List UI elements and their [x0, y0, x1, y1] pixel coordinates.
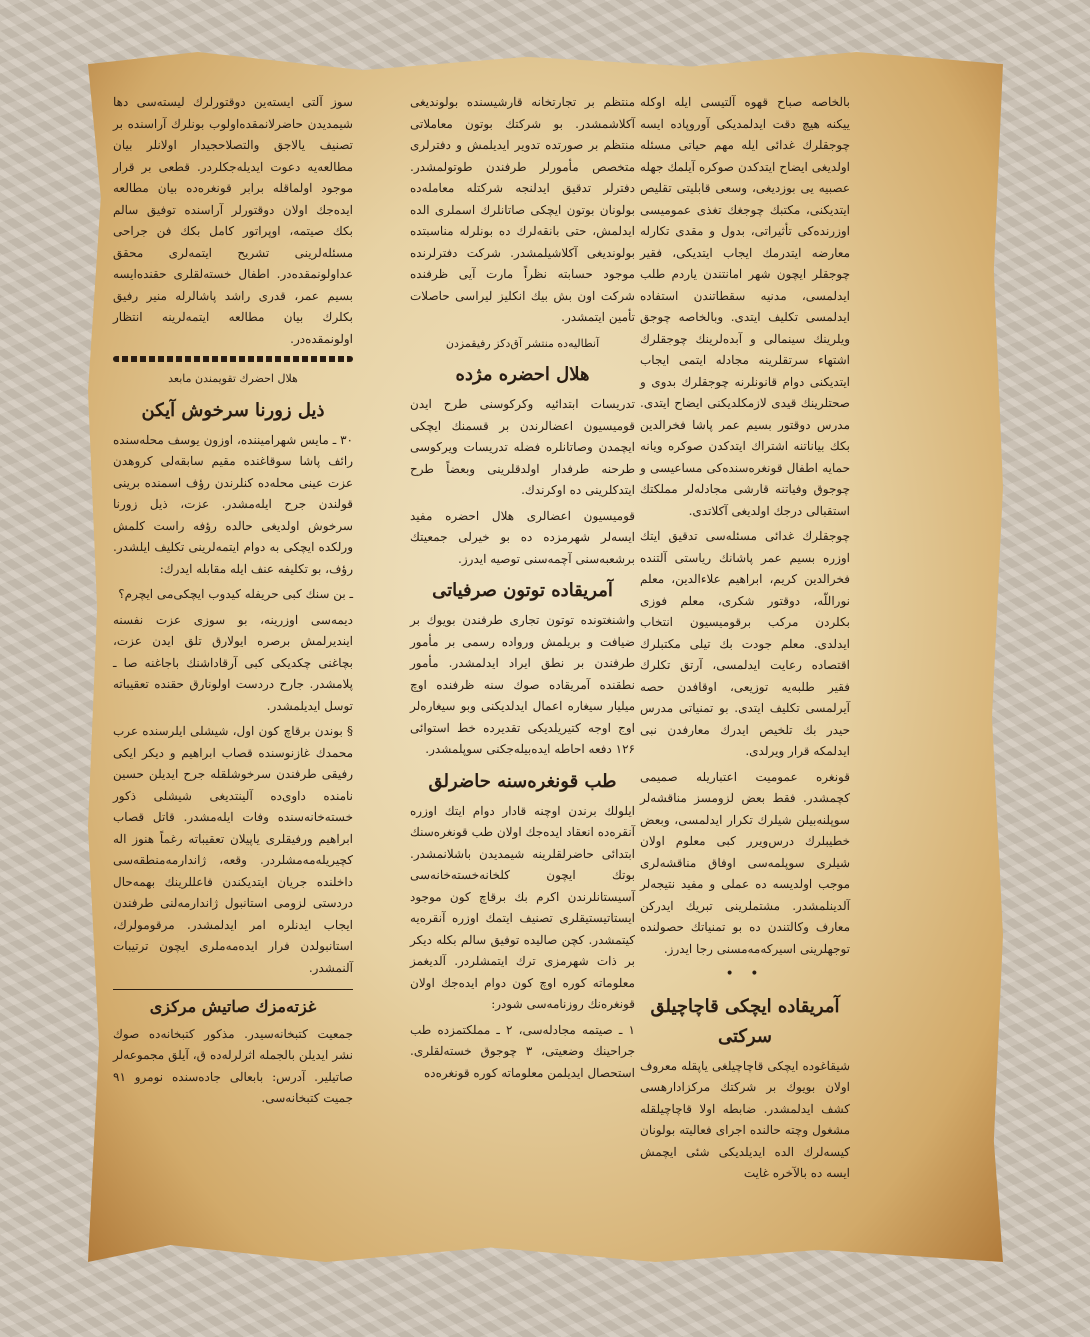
- article-text: قونغره عمومیت اعتباریله صمیمی کچمشدر. فقط بعض لزومسز مناقشه‌لر سوپلنه‌بیلن شیلرك تکرار ایدلمسی، وبعض خطیبلرك درس‌ویرر کبی معلوم اولان شیلری سوپلمه‌سی اوفاق مناقشه‌لری موجب اولدیسه ده عملی و مفید نتیجه‌لر آلدینلمشدر. مشتملرینی تبریك ایدرکن معارف وکالتندن ده بو تمنیاتك حصولنده توجهلرینی اسیرکه‌مه‌مسنی رجا ایدرز.: [640, 769, 850, 956]
- section-mark: • •: [725, 966, 765, 982]
- headline-medical-congress: طب قونغره‌سنه حاضرلق: [428, 770, 617, 792]
- headline-red-crescent: هلال احضره مژده: [455, 364, 590, 385]
- left-column: [113, 92, 353, 1152]
- article-text: دیمه‌سی اوزرینه، بو سوزی عزت نفسنه ایندیرلمش برصره ایولارق تلق ایدن عزت، بچاغنی چکدیکی کبی آرقاداشنك باجاغنه صا ـ پلامشدر. جارح دردست اولونارق حقنده تعقیباته توسل ایدیلمشدر.: [113, 612, 353, 713]
- right-column: [640, 92, 850, 1180]
- source-line: هلال احضرك تقویمندن مابعد: [168, 372, 298, 385]
- source-line: آنطالیه‌ده منتشر آق‌دکز رفیقمزدن: [445, 336, 600, 350]
- article-text: چوجقلرك غدائی مسئله‌سی تدقیق ایتك اوزره بسیم عمر پاشانك ریاستی آلتنده فخرالدین کریم، ابراهیم علاءالدین، معلم نوراللّه، دوقتور شکری، معلم فوزی بکلردن مرکب برقومیسیون انتخاب ایدلدی. معلم جودت بك تیلی مکتبلرك اقتصاده رعایت ایدلمسی، آرتق تکلرك فقیر طلبه‌یه توزیعی، اوقافدن حصه آیرلمسی تکلیف ایتدی. بو تمنیاتی مدرس حیدر بك تلخیص ایدرك معارفدن نبی ایدلمکه قرار ویرلدی.: [640, 529, 850, 758]
- article-text: قومیسیون اعضالری هلال احضره مفید ایسه‌لر شهرمزده ده بو خیرلی جمعیتك برشعبه‌سنی آچمه‌سنی توصیه ایدرز.: [410, 508, 635, 566]
- article-text: جمعیت کتبخانه‌سیدر. مذکور کتبخانه‌ده صوك نشر ایدیلن بالجمله اثرلرله‌ده ق، آیلق مجموعه‌لر صاتیلیر. آدرس: بابعالی جاده‌سنده نومرو ۹۱ جمیت کتبخانه‌سی.: [113, 1026, 353, 1105]
- article-text: ۳۰ ـ مایس شهرامیننده، اوزون یوسف محله‌سنده رائف پاشا سوقاغنده مقیم سابقه‌لی کروهدن عزت عینی محله‌ده کنلرندن رؤف اسمنده برینی قولندن جرح ایله‌مشدر. عزت، ذیل زورنا سرخوش اولدیغی حالده رؤفه راست کلمش ورلکده ایچکی به دوام ایتمه‌لرینی تکلیف ایلشدر. رؤف، بو تکلیفه عنف ایله مقابله ایدرك:: [113, 432, 353, 576]
- headline-tobacco: آمریقاده توتون صرفیاتی: [432, 580, 613, 601]
- headline-sales-center: غزته‌مزك صاتیش مرکزی: [149, 997, 317, 1016]
- article-text: بالخاصه صباح قهوه آلتیسی ایله اوکله ییکنه هیچ دقت ایدلمدیکی آوروپاده ایسه چوجقلرك غدائی ایله مهم حیاتی مسئله اولدیغی ایضاح ایتدکدن صوکره آیلمك جهله عصبیه یی بوزدیغی، وسعی قابلیتی تقلیص ایتدیکنی، مکتبك چوجغك تغذی عمومیسی اوزرنده‌کی تأثیراتی، بدول و مقدی تکارله معارضه ایتدرمك ایجاب ایتدیکی، فقیر چوجقلر ایچون شهر امانتندن یاردم طلب ایدلمسی، مدنیه سقطاتندن استفاده ایدلمسی تکلیف ایتدی. وبالخاصه چوجق ویلرینك سینمالی و آبده‌لرینك چوجقلرك اشتهاء سرتقلرینه مجادله ایتمی ایجاب ایتدیکنی دوام قانونلرنه چوجقلرك بدوی و صحتلرینك قیدی لازمکلدیکنی ایضاح ایتدی. مدرس دوقتور بسیم عمر پاشا فخرالدین بکك بیاناتنه اشتراك ایتدکدن صوکره ویانه حمایه اطفال قونغره‌سنده‌کی مساعیسی و چوجوق وفیاتنه قارشی مجادله‌لر مملکتك استقبالی درجك اولدیغی آکلاتدی.: [640, 95, 850, 518]
- article-text: ایلولك برندن اوچنه قادار دوام ایتك اوزره آنقره‌ده انعقاد ایده‌جك اولان طب قونغره‌سنك ابتدائی حاضرلقلرینه شیمدیدن باشلانمشدر. بوتك ایچون کلخانه‌خسته‌خانه‌سی آسیستانلرندن اکرم بك برقاچ کون موجود ایستاتیستیقلری تصنیف ایتمك اوزره آنقره‌یه کیتمشدر. کچن صالیده توفیق سالم بکله دیکر بر ذات شهرمزی ترك ایتمشلردر. آلدیغمز معلوماته کوره اوچ کون دوام ایده‌جك اولان قونغره‌نك روزنامه‌سی شودر:: [410, 803, 635, 1011]
- article-text: منتظم بر تجارتخانه قارشیسنده بولوندیغی آکلاشمشدر. بو شرکتك بوتون معاملاتی منتظم بر صورتده تدویر ایدیلمش و دفترلری متخصص مأمورلر طرفندن طوتولمشدر. دفترلر تدقیق ایدلنجه شرکتله معامله‌ده بولونان بوتون ایچکی صاتانلرك اسملری الده ایدلمش، حتی بانقه‌لرك ده بونلرله مناسبتده بولوندیغی آکلاشیلمشدر. شرکت دفترلرنده موجود حسابته نظراً مارت آیی ظرفنده شرکت اون بش بیك انکلیز لیراسی حاصلات تأمین ایتمشدر.: [410, 95, 635, 324]
- article-text: ـ بن سنك کبی حریفله کیدوب ایچکی‌می ایچرم؟: [118, 587, 353, 601]
- article-text: واشنغتونده توتون تجاری طرفندن بویوك بر ضیافت و بریلمش ورواده رسمی بر مأمور طرفندن بر نطق ایراد ایدلمشدر. مأمور نطقنده آمریقاده صوك سنه ظرفنده اوچ میلیار سیغاره اعمال ایدلدیکنی وبو سیغاره‌لر اوج اوجه کتیریلدیکی تقدیرده خط استوائی ۱۲۶ دفعه احاطه ایده‌بیله‌جکنی سوپلمشدر.: [410, 613, 635, 756]
- middle-column: [410, 92, 635, 1152]
- horizontal-rule: [113, 989, 353, 990]
- article-text: شیقاغوده ایچکی قاچاچیلغی یاپقله معروف اولان بویوك بر شرکتك مرکزادارهسی کشف ایدلمشدر. ضابطه اولا قاچاچیلقله مشغول وچته حالنده اجرای فعالیته بولونان کیسه‌لرك الده ایدیلدیکی شئی ایچمش ایسه ده بالآخره غایت: [640, 1058, 850, 1180]
- headline-smuggling: آمریقاده ایچکی قاچاچیلق سرکتی: [650, 995, 840, 1047]
- dotted-divider: [113, 356, 353, 362]
- article-text: § بوندن برقاچ کون اول، شیشلی ایلرسنده عرب محمدك غازنوسنده قصاب ابراهیم و دیکر ایکی رفیقی طرفندن سرخوشلقله جرح ایدیلن حسین نامنده داوی‌ده آلینتدیغی شیشلی ذکور خسته‌خانه‌سنده وفات ایله‌مشدر. قاتل قصاب ابراهیم ورفیقلری یاپیلان تعقیباته رغماً هنوز اله کچیریله‌مه‌مشلردر. وقعه، ژاندارمه‌منطقه‌سی داخلنده جریان ایتدیکندن فاعللرینك بهمه‌حال دردستی لزومی استانبول ژاندارمه‌لنی طرفندن ایجاب ایدنلره امر ایدلمشدر. مرقومولرك، استانبولدن فرار ایده‌مه‌ملری ایچون ترتیبات آلنمشدر.: [113, 724, 353, 975]
- article-text: ۱ ـ صیتمه مجادله‌سی، ۲ ـ مملکتمزده طب جراحینك وضعیتی، ۳ چوجوق خسته‌لقلری. استحصال ایدیلمن معلوماته کوره قونغره‌ده: [410, 1022, 635, 1080]
- article-text: تدریسات ابتدائیه وکرکوسنی طرح ایدن قومیسیون اعضالرندن بر قسمنك ایچکی ایچمدن وصاتانلره فضله تدریسات ویرکوسی طرحنه طرفدار اولدقلرینی وبعضاً طرح ایتدکلرینی ده اوکرندك.: [410, 397, 635, 497]
- article-text: سوز آلتی ایسته‌ین دوقتورلرك لیسته‌سی دها شیمدیدن حاضرلانمقده‌اولوب بونلرك آراسنده بر تصنیف یالاجق والتصلاحجیدار اولانلر بیان مطالعه‌یه دعوت ایدیله‌جکلردر. قطعی بر قرار موجود اولماقله برابر قونغره‌ده بیان مطالعه ایده‌جك اولان دوقتورلر آراسنده توفیق سالم بکك صیتمه، اوپراتور کامل بکك فن جراحی مسئله‌لرینی تشریح ایتمه‌لری محقق عداولونمقده‌در. اطفال خسته‌لقلری حقنده‌ایسه بسیم عمر، قدری راشد پاشالرله منیر رفیق بکلرك بیان مطالعه ایتمه‌لرینه انتظار اولونمقده‌در.: [113, 95, 353, 346]
- headline-drunk: ذیل زورنا سرخوش آیکن: [141, 399, 325, 421]
